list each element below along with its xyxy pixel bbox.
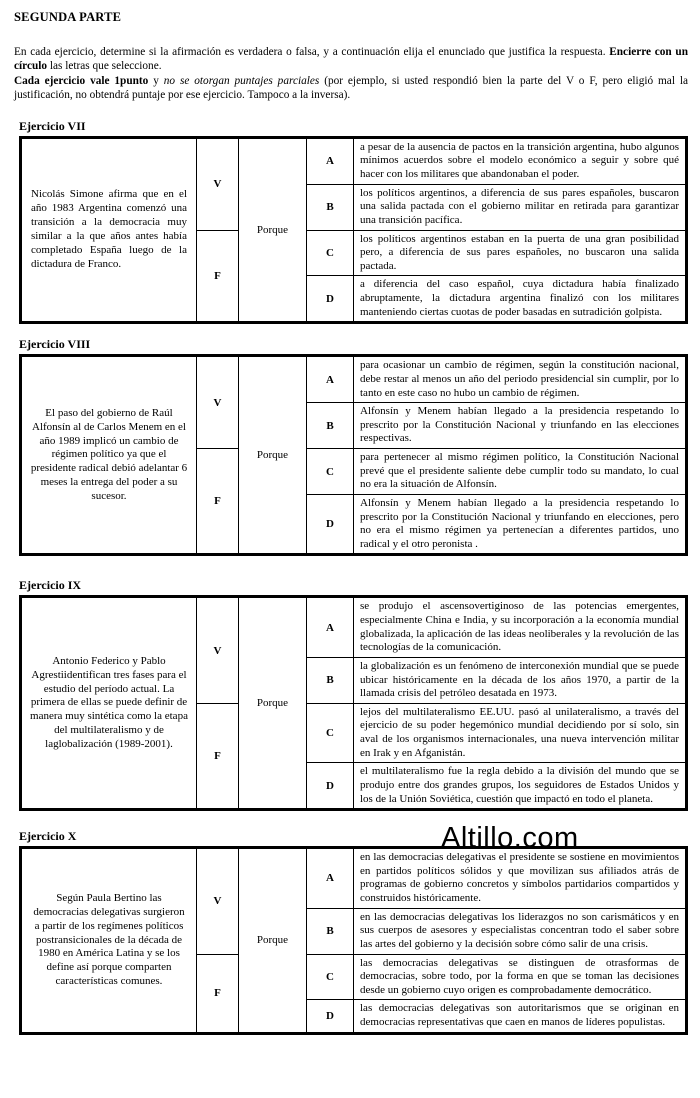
porque-cell: Porque: [239, 356, 307, 555]
intro-mid: y: [148, 74, 164, 87]
page-title: SEGUNDA PARTE: [14, 10, 122, 24]
option-text-b: los políticos argentinos, a diferencia de sus pares españoles, buscaron una salida pactada con el gobierno militar en retirada para garantizar una transición pacífica.: [354, 184, 687, 230]
exercise-x-section: [14, 829, 688, 1035]
exercise-ix-label: Ejercicio IX: [19, 578, 82, 593]
statement-cell: Nicolás Simone afirma que en el año 1983 Argentina comenzó una transición a la democracia muy similar a la que años antes había completado España luego de la dictadura de Franco.: [21, 137, 197, 323]
option-letter-d[interactable]: D: [307, 1000, 354, 1033]
option-text-b: la globalización es un fenómeno de interconexión mundial que se puede ubicar históricamente en la década de los años 1970, a partir de la llamada crisis del petróleo desatada en 1973.: [354, 657, 687, 703]
option-f[interactable]: F: [197, 230, 239, 323]
option-text-a: para ocasionar un cambio de régimen, según la constitución nacional, debe restar al menos un año del periodo presidencial sin cumplir, por lo tanto en este caso no hubo un cambio de régimen.: [354, 356, 687, 403]
altillo-watermark: Altillo.com: [441, 822, 579, 854]
option-text-c: los políticos argentinos estaban en la puerta de una gran posibilidad pero, a diferencia de sus pares españoles, no buscaron una salida pactada.: [354, 230, 687, 276]
option-letter-d[interactable]: D: [307, 494, 354, 555]
option-letter-a[interactable]: A: [307, 137, 354, 184]
exercise-vii-table: [19, 136, 688, 325]
option-letter-c[interactable]: C: [307, 230, 354, 276]
exercise-viii-table: [19, 354, 688, 556]
statement-cell: El paso del gobierno de Raúl Alfonsín al de Carlos Menem en el año 1989 implicó un cambio de régimen político ya que el presidente radical debió adelantar 6 meses la entrega del poder a su sucesor.: [21, 356, 197, 555]
exercise-x-table: [19, 846, 688, 1035]
option-text-a: a pesar de la ausencia de pactos en la transición argentina, hubo algunos mínimos acuerdos sobre el modelo económico a seguir y sobre qué hacer con los militares que abandonaban el poder.: [354, 137, 687, 184]
option-text-c: lejos del multilateralismo EE.UU. pasó al unilateralismo, a través del ejercicio de su poder hegemónico mundial decidiendo por sí solo, sin aval de los organismos internacionales, una nueva intervención militar en Irak y en Afganistán.: [354, 703, 687, 763]
option-text-c: las democracias delegativas se distinguen de otrasformas de democracias, sobre todo, por la forma en que se toman las decisiones desde un gobierno cuyo origen es comprobadamente democrático.: [354, 954, 687, 1000]
option-letter-c[interactable]: C: [307, 703, 354, 763]
exercise-x-label: Ejercicio X: [19, 829, 77, 844]
option-text-c: para pertenecer al mismo régimen político, la Constitución Nacional prevé que el presidente saliente debe cumplir todo su mandato, lo cual no era la situación de Alfonsín.: [354, 449, 687, 495]
exercise-vii-section: [14, 119, 688, 325]
porque-cell: Porque: [239, 597, 307, 810]
option-f[interactable]: F: [197, 703, 239, 809]
option-text-a: se produjo el ascensovertiginoso de las potencias emergentes, especialmente China e India, y su incorporación a la economía mundial globalizada, la aplicación de las ideas neoliberales y la revolución de las tecnologías de la comunicación.: [354, 597, 687, 658]
porque-cell: Porque: [239, 137, 307, 323]
option-letter-a[interactable]: A: [307, 597, 354, 658]
option-letter-a[interactable]: A: [307, 356, 354, 403]
instructions-paragraph-1: [14, 45, 688, 74]
intro-tail-2: (por ejemplo, si usted respondió bien la parte del V o F, pero eligió mal la justificación, no obtendrá puntaje por ese ejercicio. Tampoco a la inversa).: [14, 74, 689, 102]
option-v[interactable]: V: [197, 137, 239, 230]
porque-cell: Porque: [239, 848, 307, 1034]
option-text-d: las democracias delegativas son autoritarismos que se originan en democracias representativas que caen en manos de líderes populistas.: [354, 1000, 687, 1033]
exercise-ix-table: [19, 595, 688, 811]
exercise-viii-label: Ejercicio VIII: [19, 337, 91, 352]
exercise-ix-section: [14, 578, 688, 811]
option-v[interactable]: V: [197, 356, 239, 449]
option-f[interactable]: F: [197, 954, 239, 1033]
option-letter-d[interactable]: D: [307, 276, 354, 323]
option-letter-c[interactable]: C: [307, 449, 354, 495]
exercise-viii-section: [14, 337, 688, 556]
statement-cell: Antonio Federico y Pablo Agrestiidentifican tres fases para el estudio del período actual. La primera de ellas se puede definir de manera muy sintética como la etapa del multilateralismo y de laglobalización (1989-2001).: [21, 597, 197, 810]
statement-cell: Según Paula Bertino las democracias delegativas surgieron a partir de los regímenes políticos postransicionales de la década de 1980 en América Latina y se los define así porque comparten características comunes.: [21, 848, 197, 1034]
option-text-b: Alfonsín y Menem habían llegado a la presidencia respetando lo prescrito por la Constitución Nacional y triunfando en las elecciones respectivas.: [354, 403, 687, 449]
option-text-b: en las democracias delegativas los liderazgos no son carismáticos y en sus cuerpos de asesores y especialistas concentran todo el saber sobre las artes del gobierno y la decisión sobre cómo salir de una crisis.: [354, 908, 687, 954]
option-letter-c[interactable]: C: [307, 954, 354, 1000]
option-letter-b[interactable]: B: [307, 403, 354, 449]
option-f[interactable]: F: [197, 449, 239, 555]
intro-italic-no-partial: no se otorgan puntajes parciales: [163, 74, 320, 87]
option-letter-b[interactable]: B: [307, 657, 354, 703]
exercise-vii-label: Ejercicio VII: [19, 118, 86, 133]
option-v[interactable]: V: [197, 848, 239, 954]
intro-tail: las letras que seleccione.: [47, 60, 162, 73]
option-letter-b[interactable]: B: [307, 908, 354, 954]
option-letter-a[interactable]: A: [307, 848, 354, 909]
option-letter-d[interactable]: D: [307, 763, 354, 810]
option-text-d: Alfonsín y Menem habían llegado a la presidencia respetando lo prescrito por la Constitución Nacional y triunfando en elecciones, pero no era el mismo régimen ya pertenecían a diferentes partidos, uno radical y el otro peronista .: [354, 494, 687, 555]
option-letter-b[interactable]: B: [307, 184, 354, 230]
intro-text: En cada ejercicio, determine si la afirmación es verdadera o falsa, y a continuación elija el enunciado que justifica la respuesta.: [14, 46, 610, 58]
instructions-paragraph-2: [14, 74, 688, 103]
option-text-d: a diferencia del caso español, cuya dictadura había finalizado abruptamente, la dictadura argentina finalizó con los militares manteniendo ciertas cuotas de poder basadas en sutradición golpista.: [354, 276, 687, 323]
option-text-a: en las democracias delegativas el presidente se sostiene en movimientos en partidos políticos sólidos y que movilizan sus afiliados atrás de programas de gobierno concretos y símbolos partidarios compartidos y construidos históricamente.: [354, 848, 687, 909]
option-v[interactable]: V: [197, 597, 239, 703]
intro-bold-circle: Encierre con un círculo: [14, 46, 688, 73]
intro-bold-points: Cada ejercicio vale 1punto: [14, 74, 149, 87]
option-text-d: el multilateralismo fue la regla debido a la división del mundo que se produjo entre dos grandes grupos, los seguidores de Estados Unidos y los de la Unión Soviética, cuestión que impactó en todo el planeta.: [354, 763, 687, 810]
